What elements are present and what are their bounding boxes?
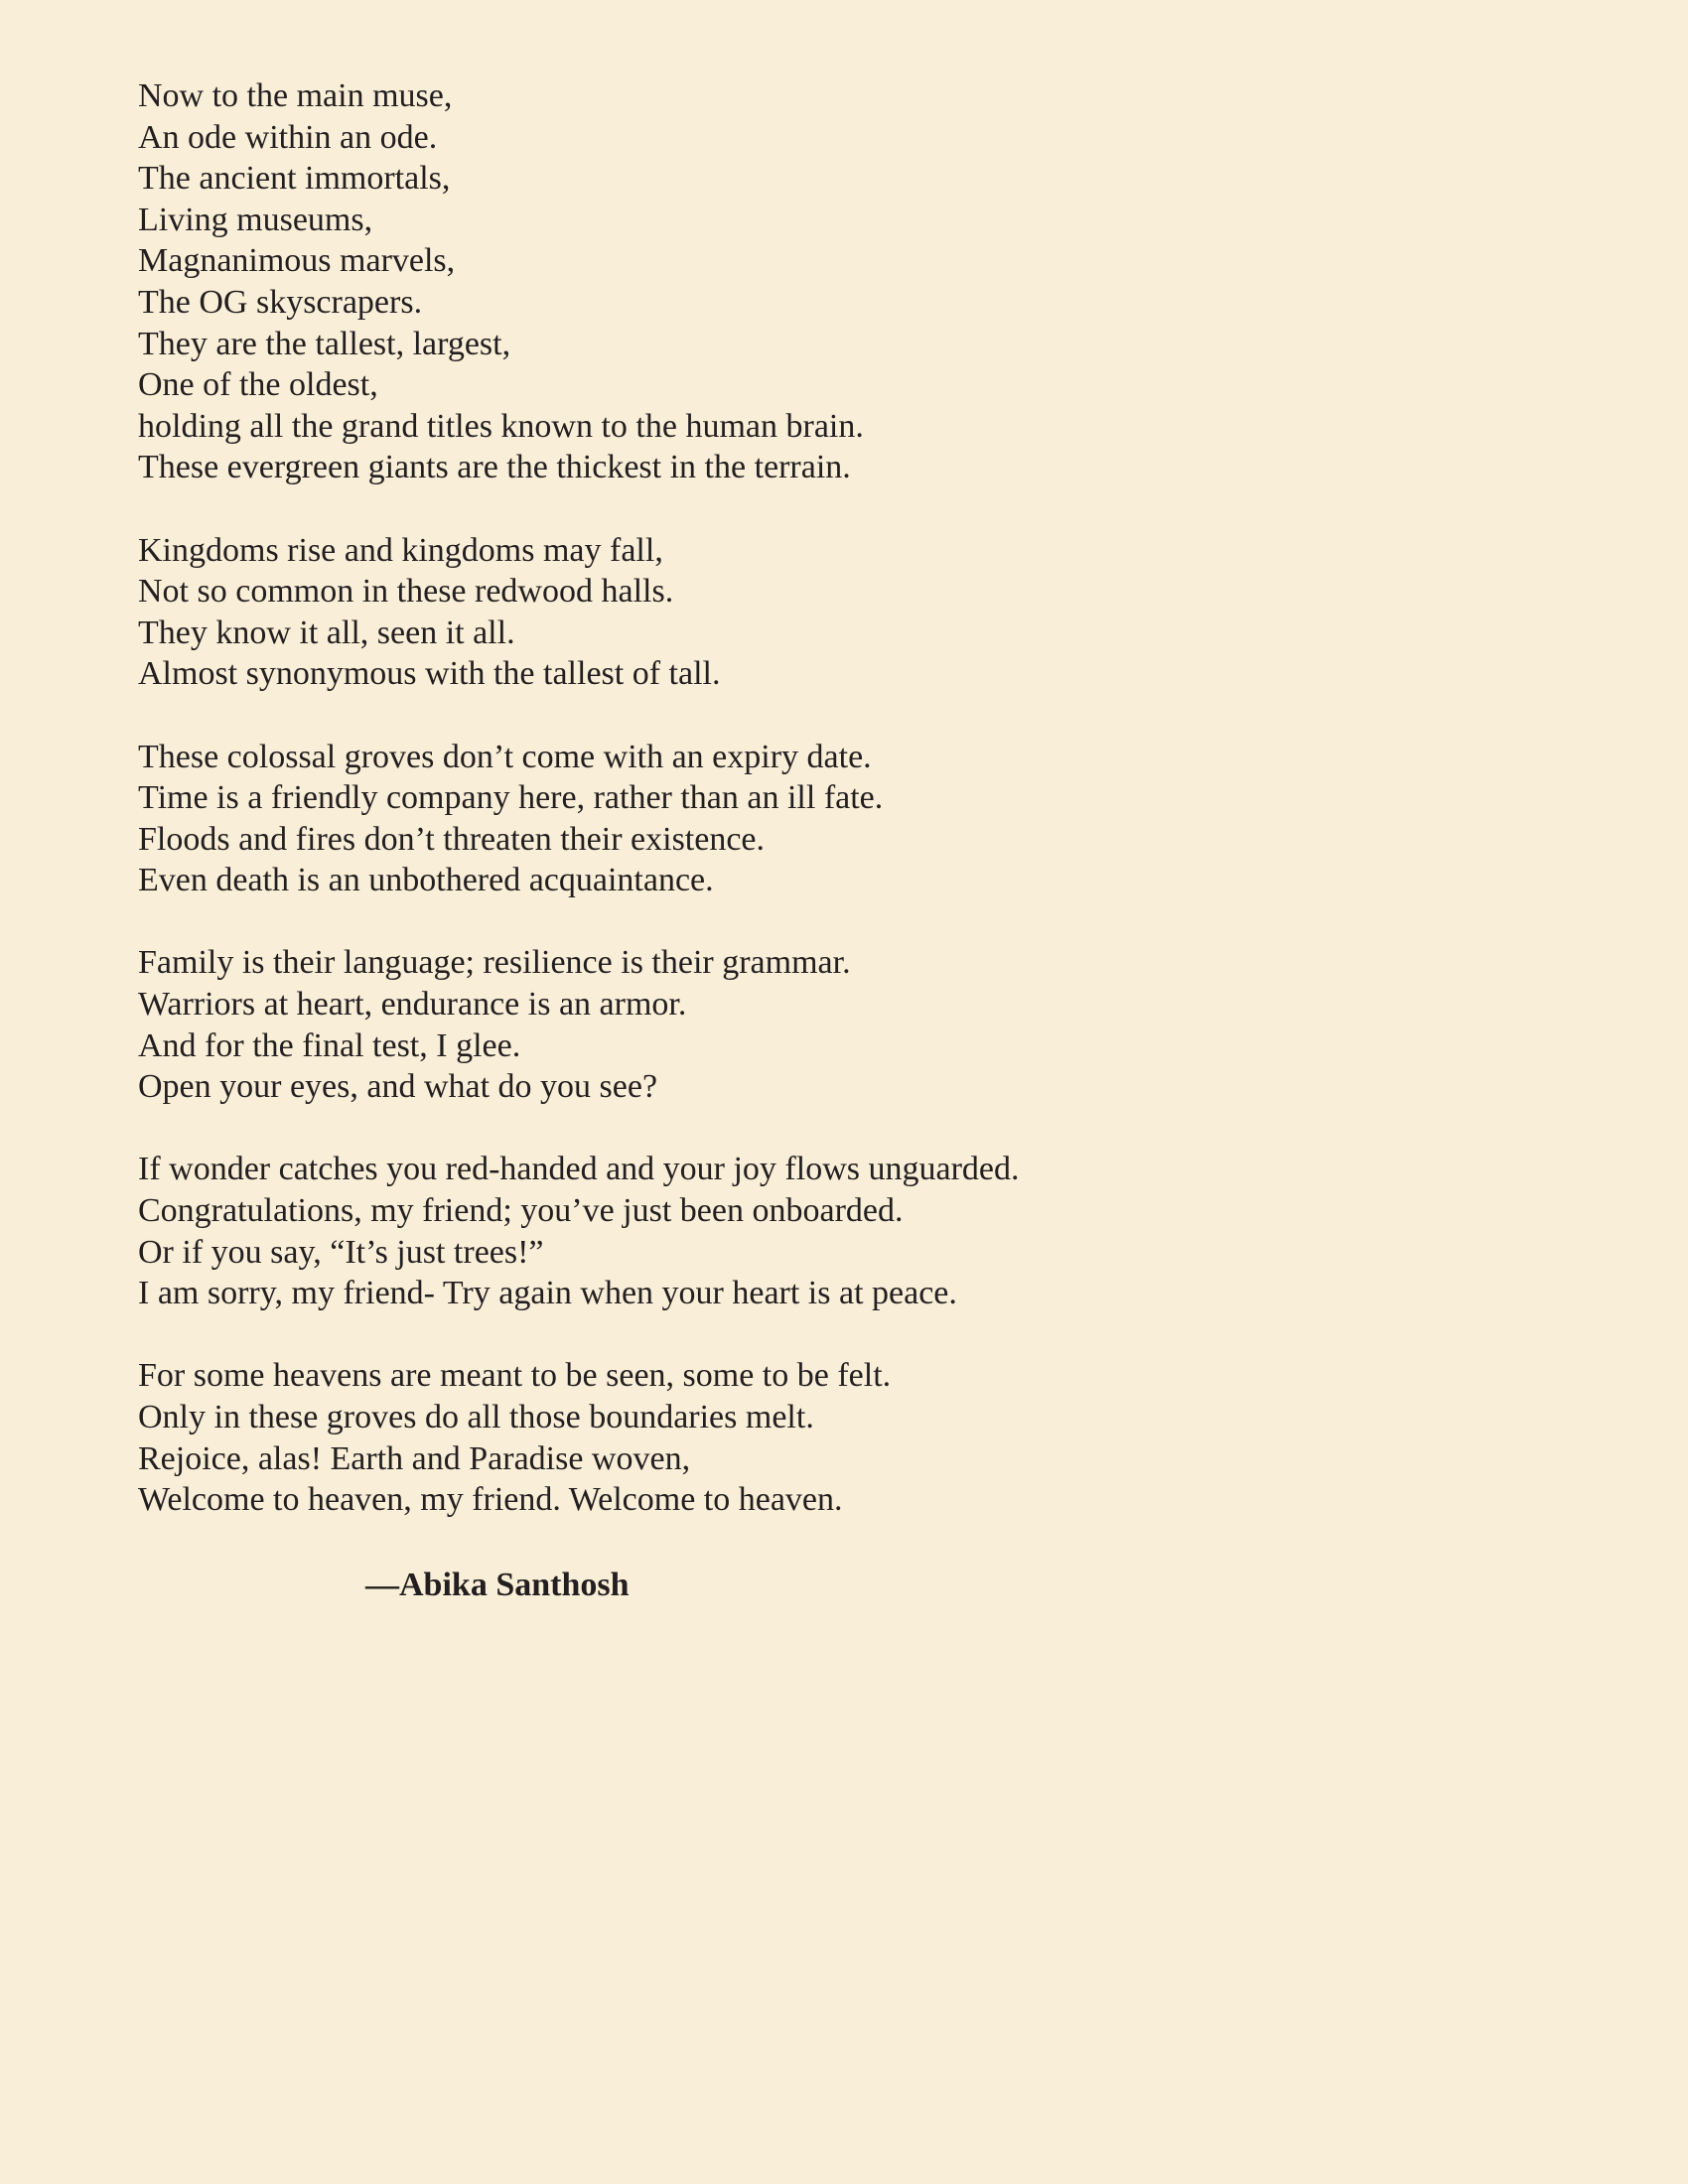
poem-body <box>138 75 1528 1562</box>
poem-line: Not so common in these redwood halls. <box>138 573 674 611</box>
poem-line: Living museums, <box>138 201 373 238</box>
poem-line: Magnanimous marvels, <box>138 242 456 280</box>
poem-line: For some heavens are meant to be seen, some to be felt. <box>138 1357 892 1395</box>
poem-line: They are the tallest, largest, <box>138 325 511 362</box>
stanza-6 <box>138 1355 1528 1520</box>
poem-line: Open your eyes, and what do you see? <box>138 1068 658 1106</box>
stanza-1 <box>138 75 1528 488</box>
poem-line: Now to the main muse, <box>138 77 453 114</box>
poem-line: Rejoice, alas! Earth and Paradise woven, <box>138 1439 691 1477</box>
poem-line: The ancient immortals, <box>138 160 451 198</box>
poem-line: Warriors at heart, endurance is an armor. <box>138 986 687 1024</box>
poem-line: Almost synonymous with the tallest of tall. <box>138 655 721 693</box>
poem-line: If wonder catches you red-handed and your joy flows unguarded. <box>138 1151 1020 1188</box>
poem-line: Floods and fires don’t threaten their existence. <box>138 820 766 858</box>
poem-line: These evergreen giants are the thickest in the terrain. <box>138 449 851 486</box>
poem-line: And for the final test, I glee. <box>138 1026 521 1064</box>
poem-line: An ode within an ode. <box>138 118 438 156</box>
poem-line: They know it all, seen it all. <box>138 614 515 651</box>
poem-line: Time is a friendly company here, rather than an ill fate. <box>138 779 884 817</box>
poem-line: Kingdoms rise and kingdoms may fall, <box>138 531 663 569</box>
author-signature: —Abika Santhosh <box>365 1567 630 1603</box>
poem-line: The OG skyscrapers. <box>138 283 423 321</box>
stanza-2 <box>138 530 1528 695</box>
poem-line: Only in these groves do all those boundaries melt. <box>138 1399 814 1435</box>
stanza-3 <box>138 737 1528 901</box>
poem-line: I am sorry, my friend- Try again when your heart is at peace. <box>138 1275 957 1312</box>
stanza-5 <box>138 1149 1528 1313</box>
poem-line: Welcome to heaven, my friend. Welcome to heaven. <box>138 1481 843 1519</box>
poem-line: holding all the grand titles known to the human brain. <box>138 407 864 445</box>
poem-line: These colossal groves don’t come with an expiry date. <box>138 738 872 775</box>
poem-line: One of the oldest, <box>138 366 378 404</box>
poem-line: Even death is an unbothered acquaintance. <box>138 862 714 899</box>
poem-line: Congratulations, my friend; you’ve just been onboarded. <box>138 1192 904 1230</box>
poem-line: Family is their language; resilience is their grammar. <box>138 944 851 982</box>
stanza-4 <box>138 942 1528 1107</box>
poem-line: Or if you say, “It’s just trees!” <box>138 1233 544 1271</box>
